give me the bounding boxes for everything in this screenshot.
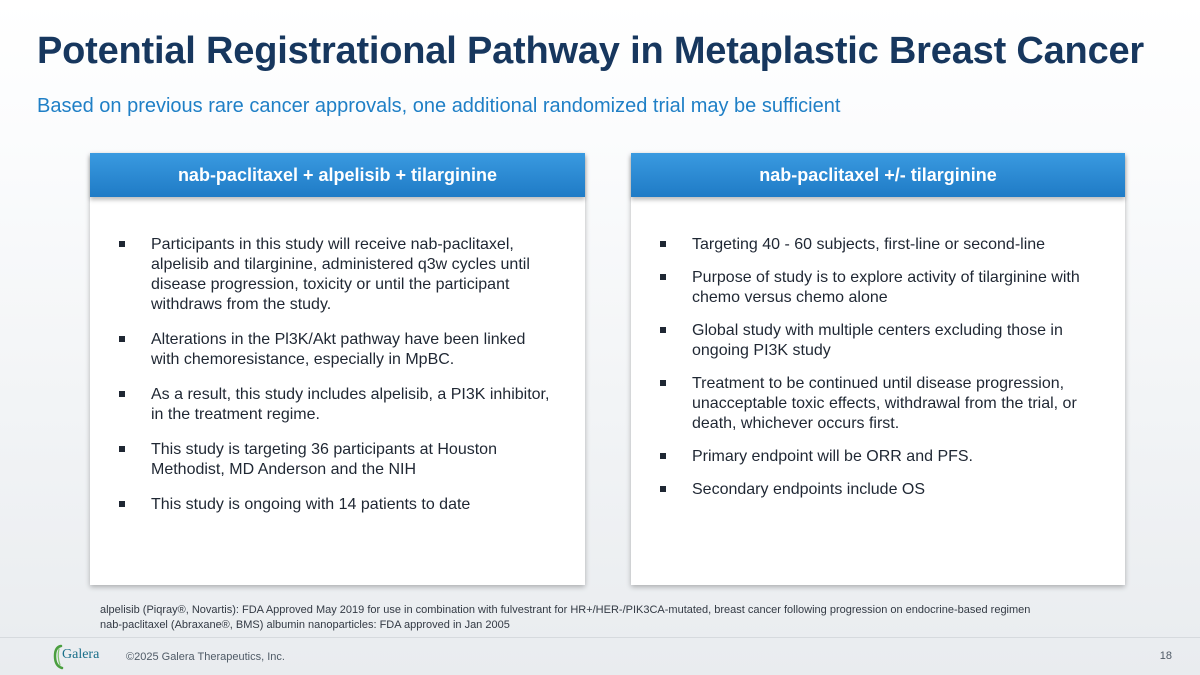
footnote-nab-paclitaxel: nab-paclitaxel (Abraxane®, BMS) albumin nanoparticles: FDA approved in Jan 2005 [100,619,510,631]
slide-title: Potential Registrational Pathway in Metaplastic Breast Cancer [37,30,1145,72]
list-item: Targeting 40 - 60 subjects, first-line or second-line [659,235,1101,255]
list-item: This study is targeting 36 participants at Houston Methodist, MD Anderson and the NIH [118,440,557,480]
list-item: As a result, this study includes alpelisib, a PI3K inhibitor, in the treatment regime. [118,385,557,425]
list-item: This study is ongoing with 14 patients to date [118,495,557,515]
right-study-card [631,153,1125,585]
list-item: Secondary endpoints include OS [659,480,1101,500]
list-item: Purpose of study is to explore activity of tilarginine with chemo versus chemo alone [659,268,1101,308]
footer-divider [0,637,1200,638]
left-study-card [90,153,585,585]
copyright-text: ©2025 Galera Therapeutics, Inc. [126,651,285,663]
list-item: Global study with multiple centers excluding those in ongoing PI3K study [659,321,1101,361]
slide-subtitle: Based on previous rare cancer approvals, one additional randomized trial may be sufficient [37,95,841,117]
page-number: 18 [1159,650,1172,662]
footnote-alpelisib: alpelisib (Piqray®, Novartis): FDA Approved May 2019 for use in combination with fulvestrant for HR+/HER-/PIK3CA-mutated, breast cancer following progression on endocrine-based regimen [100,604,1031,616]
left-bullet-list [118,235,557,530]
list-item: Primary endpoint will be ORR and PFS. [659,447,1101,467]
list-item: Treatment to be continued until disease progression, unacceptable toxic effects, withdrawal from the trial, or death, whichever occurs first. [659,374,1101,434]
right-card-header: nab-paclitaxel +/- tilarginine [631,153,1125,197]
right-bullet-list [659,235,1101,513]
logo-wordmark: Galera [62,647,100,662]
footnotes [100,603,1030,633]
left-card-header: nab-paclitaxel + alpelisib + tilarginine [90,153,585,197]
list-item: Participants in this study will receive nab-paclitaxel, alpelisib and tilarginine, administered q3w cycles until disease progression, toxicity or until the participant withdraws from the study. [118,235,557,315]
list-item: Alterations in the Pl3K/Akt pathway have been linked with chemoresistance, especially in MpBC. [118,330,557,370]
